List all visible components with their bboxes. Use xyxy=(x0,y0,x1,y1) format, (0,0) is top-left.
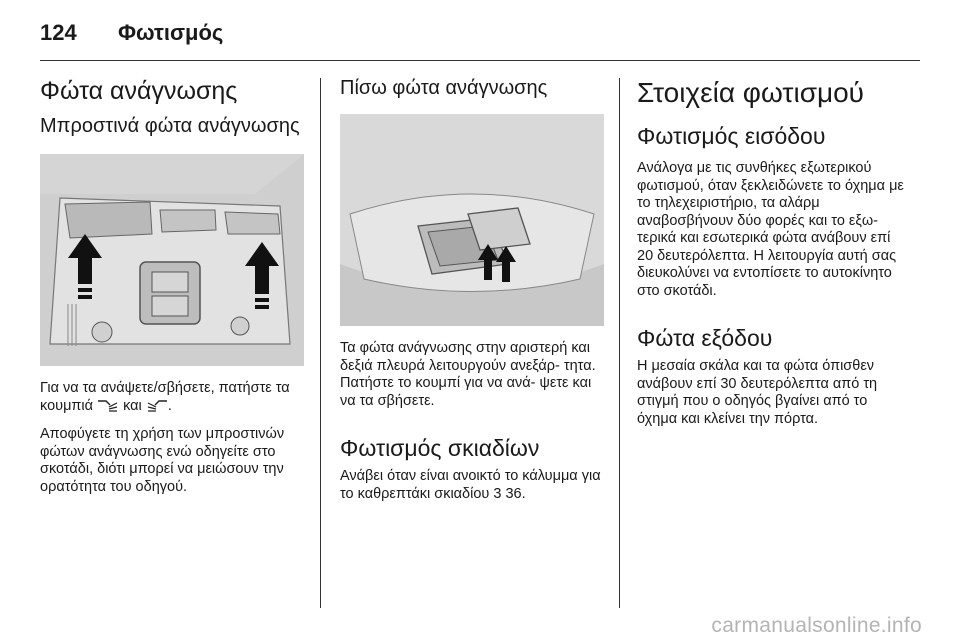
rear-reading-lights-illustration xyxy=(340,114,604,326)
column-1 xyxy=(40,76,304,496)
text-sunvisor-desc: Ανάβει όταν είναι ανοικτό το κάλυμμα για το καθρεπτάκι σκιαδίου xyxy=(340,468,601,502)
paragraph-entry-lighting: Ανάλογα με τις συνθήκες εξωτερικού φωτισμού, όταν ξεκλειδώνετε το όχημα με το τηλεχειριστήριο, τα αλάρμ αναβοσβήνουν δύο φορές και το εξω- τερικά και εσωτερικά φώτα ανάβουν επί 20 δευτερόλεπτα. Η λειτουργία αυτή σας διευκολύνει να εντοπίσετε το αυτοκίνητο στο σκοτάδι. xyxy=(637,160,904,299)
text-and: και xyxy=(123,397,142,414)
column-2 xyxy=(340,76,604,503)
paragraph-sunvisor-lights xyxy=(340,468,604,503)
chapter-title: Φωτισμός xyxy=(118,20,224,45)
watermark: carmanualsonline.info xyxy=(711,614,922,637)
subtitle-front-reading-lights: Μπροστινά φώτα ανάγνωσης xyxy=(40,115,300,137)
reading-light-right-icon xyxy=(146,400,168,418)
paragraph-rear-lights: Τα φώτα ανάγνωσης στην αριστερή και δεξιά πλευρά λειτουργούν ανεξάρ- τητα. Πατήστε το κουμπί για να ανά- ψετε και να τα σβήσετε. xyxy=(340,340,596,409)
column-divider-1 xyxy=(320,78,321,608)
reading-light-left-icon xyxy=(97,400,119,418)
section-title-lighting-features: Στοιχεία φωτισμού xyxy=(637,77,864,108)
subtitle-rear-reading-lights: Πίσω φώτα ανάγνωσης xyxy=(340,77,548,99)
page-reference: 3 36. xyxy=(493,485,526,502)
column-3 xyxy=(637,76,907,428)
text-press-buttons: Για να τα ανάψετε/σβήσετε, πατήστε τα κουμπιά xyxy=(40,380,290,414)
page-header xyxy=(40,14,920,61)
front-reading-lights-illustration xyxy=(40,154,304,366)
section-title-reading-lights: Φώτα ανάγνωσης xyxy=(40,77,238,105)
column-divider-2 xyxy=(619,78,620,608)
text-period: . xyxy=(167,397,172,414)
paragraph-front-lights-warning: Αποφύγετε τη χρήση των μπροστινών φώτων ανάγνωσης ενώ οδηγείτε στο σκοτάδι, διότι μπορεί να μειώσουν την ορατότητα του οδηγού. xyxy=(40,426,285,495)
subtitle-entry-lighting: Φωτισμός εισόδου xyxy=(637,123,826,149)
section-title-exit-lighting: Φώτα εξόδου xyxy=(637,325,773,351)
page-number: 124 xyxy=(40,20,77,45)
paragraph-exit-lighting: Η μεσαία σκάλα και τα φώτα όπισθεν ανάβουν επί 30 δευτερόλεπτα από τη στιγμή που ο οδηγός βγαίνει από το όχημα και κλείνει την πόρτα. xyxy=(637,358,878,427)
paragraph-front-lights-usage xyxy=(40,380,304,417)
section-title-sunvisor-lights: Φωτισμός σκιαδίων xyxy=(340,435,540,461)
